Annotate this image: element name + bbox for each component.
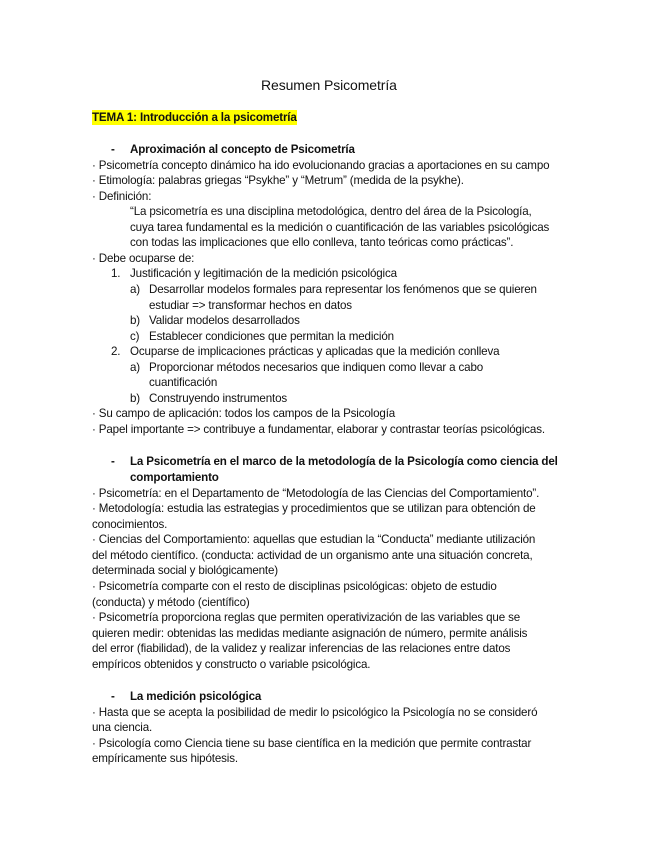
- text-line: · Su campo de aplicación: todos los campos de la Psicología: [92, 407, 396, 420]
- text-line: del error (fiabilidad), de la validez y realizar inferencias de las relaciones entre datos: [92, 642, 511, 655]
- sublist-letter: a): [130, 361, 141, 374]
- definition-quote: cuya tarea fundamental es la medición o cuantificación de las variables psicológicas: [130, 221, 550, 234]
- text-line: · Debe ocuparse de:: [92, 252, 195, 265]
- document-title: Resumen Psicometría: [261, 77, 397, 93]
- text-line: · Papel importante => contribuye a fundamentar, elaborar y contrastar teorías psicológicas.: [92, 423, 545, 436]
- text-line: · Ciencias del Comportamiento: aquellas que estudian la “Conducta” mediante utilización: [92, 533, 536, 546]
- text-line: · Psicometría: en el Departamento de “Metodología de las Ciencias del Comportamiento”.: [92, 487, 540, 500]
- sublist-letter: b): [130, 392, 141, 405]
- tema-1-heading: [92, 111, 297, 125]
- section-heading-marco-metodologia: La Psicometría en el marco de la metodología de la Psicología como ciencia del: [130, 455, 558, 468]
- text-line: empíricos obtenidos y constructo o variable psicológica.: [92, 658, 371, 671]
- highlight: TEMA 1: Introducción a la psicometría: [92, 111, 297, 124]
- text-line: · Psicometría comparte con el resto de disciplinas psicológicas: objeto de estudio: [92, 580, 497, 593]
- text-line: quieren medir: obtenidas las medidas mediante asignación de número, permite análisis: [92, 627, 528, 640]
- text-line: · Psicometría proporciona reglas que permiten operativización de las variables que se: [92, 611, 521, 624]
- text-line: empíricamente sus hipótesis.: [92, 752, 238, 765]
- section-dash: -: [111, 455, 115, 468]
- sublist-item: cuantificación: [149, 376, 218, 389]
- sublist-letter: a): [130, 283, 141, 296]
- section-dash: -: [111, 690, 115, 703]
- sublist-letter: c): [130, 330, 140, 343]
- text-line: · Etimología: palabras griegas “Psykhe” y “Metrum” (medida de la psykhe).: [92, 174, 464, 187]
- list-item: Ocuparse de implicaciones prácticas y aplicadas que la medición conlleva: [130, 345, 500, 358]
- text-line: · Psicometría concepto dinámico ha ido evolucionando gracias a aportaciones en su campo: [92, 159, 550, 172]
- section-heading-marco-metodologia: comportamiento: [130, 471, 219, 484]
- sublist-item: Construyendo instrumentos: [149, 392, 288, 405]
- text-line: · Metodología: estudia las estrategias y procedimientos que se utilizan para obtención de: [92, 502, 536, 515]
- sublist-item: Proporcionar métodos necesarios que indiquen como llevar a cabo: [149, 361, 484, 374]
- list-number: 1.: [111, 267, 121, 280]
- text-line: (conducta) y método (científico): [92, 596, 250, 609]
- sublist-item: Desarrollar modelos formales para representar los fenómenos que se quieren: [149, 283, 537, 296]
- list-item: Justificación y legitimación de la medición psicológica: [130, 267, 397, 280]
- text-line: · Psicología como Ciencia tiene su base científica en la medición que permite contrastar: [92, 737, 532, 750]
- text-line: conocimientos.: [92, 518, 168, 531]
- text-line: del método científico. (conducta: actividad de un organismo ante una situación concreta,: [92, 549, 533, 562]
- text-line: · Definición:: [92, 190, 152, 203]
- section-heading-aproximacion: Aproximación al concepto de Psicometría: [130, 143, 355, 156]
- text-line: determinada social y biológicamente): [92, 564, 278, 577]
- text-line: · Hasta que se acepta la posibilidad de medir lo psicológico la Psicología no se consideró: [92, 706, 538, 719]
- section-heading-medicion: La medición psicológica: [130, 690, 262, 703]
- definition-quote: “La psicometría es una disciplina metodológica, dentro del área de la Psicología,: [130, 205, 532, 218]
- sublist-item: estudiar => transformar hechos en datos: [149, 299, 352, 312]
- sublist-letter: b): [130, 314, 141, 327]
- list-number: 2.: [111, 345, 121, 358]
- text-line: una ciencia.: [92, 721, 153, 734]
- section-dash: -: [111, 143, 115, 156]
- definition-quote: con todas las implicaciones que ello conlleva, tanto teóricas como prácticas”.: [130, 236, 514, 249]
- sublist-item: Validar modelos desarrollados: [149, 314, 300, 327]
- sublist-item: Establecer condiciones que permitan la medición: [149, 330, 394, 343]
